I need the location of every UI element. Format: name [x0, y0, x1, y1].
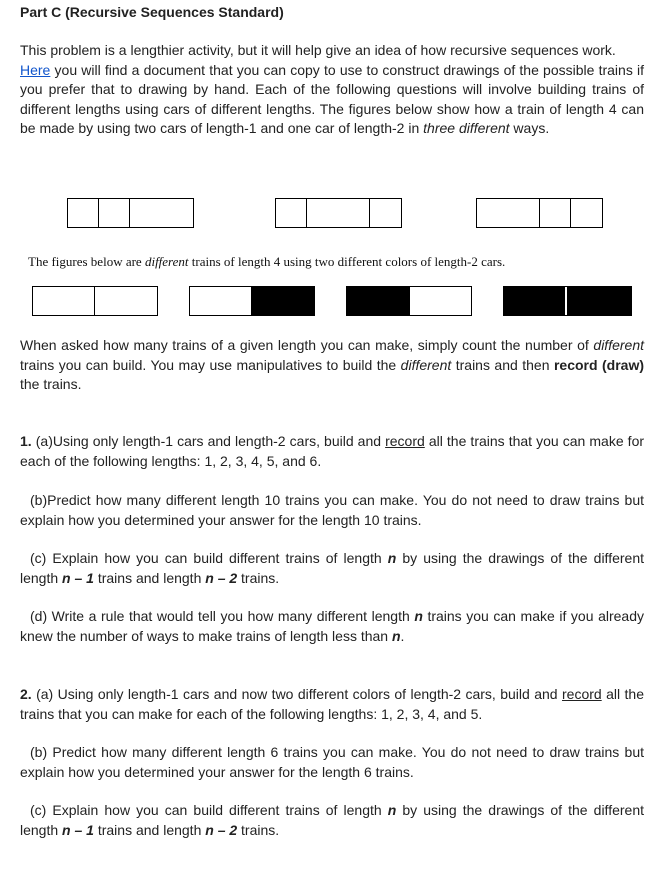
q1-d-text-2: trains you can make if you already knew the number of ways to make trains of length less than [20, 608, 644, 644]
q1-c-n-minus-1: n – 1 [62, 569, 94, 586]
car-length-1 [99, 199, 130, 227]
train-figure-2-1-1 [476, 198, 603, 228]
intro-paragraph [20, 41, 644, 139]
car-length-2 [130, 199, 193, 227]
q2-c-text-2: by using the drawings of the different length [20, 802, 644, 838]
q2-c-n-minus-1: n – 1 [62, 821, 94, 838]
q1-a-record: record [385, 433, 425, 449]
car-white [33, 287, 95, 315]
train-figure-1-1-2 [67, 198, 194, 228]
intro-text-2: you will find a document that you can copy to use to construct drawings of the possible trains if you prefer that to drawing by hand. Each of the following questions will involve building trains of different lengths using cars of different lengths. The figures below show how a train of length 4 can be made by using two cars of length-1 and one car of length-2 in [20, 61, 644, 136]
q2-c-text-3: trains and length [93, 821, 206, 838]
car-length-1 [540, 199, 571, 227]
train-figure-white-black [189, 286, 315, 316]
counting-text-4: the trains. [20, 376, 82, 392]
car-length-2 [477, 199, 540, 227]
counting-text-2: trains you can build. You may use manipulatives to build the [20, 356, 401, 373]
q2-a-text-1: (a) Using only length-1 cars and now two different colors of length-2 cars, build and [31, 686, 563, 702]
car-white [190, 287, 252, 315]
q2-a-record: record [562, 686, 602, 702]
caption-italic: different [144, 254, 189, 269]
q1-number: 1. [20, 433, 32, 449]
car-white [410, 287, 471, 315]
counting-italic-2: different [400, 356, 452, 373]
q1-c-text-3: trains and length [93, 569, 206, 586]
q1-c-n-minus-2: n – 2 [205, 569, 238, 586]
q2-c-text-1: (c) Explain how you can build different trains of length [30, 802, 388, 818]
counting-paragraph [20, 336, 644, 395]
q2-a-text-2: all the trains that you can make for each of the following lengths: 1, 2, 3, 4, and 5. [20, 686, 645, 722]
counting-bold: record (draw) [553, 356, 645, 373]
q1-c-n: n [387, 550, 397, 566]
q1-c-text-4: trains. [237, 569, 280, 586]
q2-a [20, 685, 644, 724]
car-length-1 [276, 199, 307, 227]
car-black [252, 287, 314, 315]
q2-c-n-minus-2: n – 2 [205, 821, 238, 838]
train-figure-1-2-1 [275, 198, 402, 228]
q2-b: (b) Predict how many different length 6 trains you can make. You do not need to draw trains but explain how you determined your answer for the length 6 trains. [20, 744, 644, 780]
q1-d-text-3: . [400, 627, 405, 644]
caption-text-1: The figures below are [28, 254, 145, 269]
q1-c-text-1: (c) Explain how you can build different trains of length [30, 550, 388, 566]
q1-c [20, 549, 644, 588]
train-figure-black-black [503, 286, 632, 316]
q1-a [20, 432, 644, 471]
train-figure-black-white [346, 286, 472, 316]
caption-text-2: trains of length 4 using two different colors of length-2 cars. [188, 254, 506, 269]
q2-c-n: n [387, 802, 397, 818]
car-white [95, 287, 157, 315]
counting-italic-1: different [593, 337, 644, 353]
q1-d [20, 607, 644, 646]
car-length-2 [307, 199, 370, 227]
intro-text-3: ways. [509, 120, 550, 136]
q1-d-n: n [414, 608, 423, 624]
counting-text-3: trains and then [451, 356, 554, 373]
part-title: Part C (Recursive Sequences Standard) [20, 4, 284, 20]
car-black [347, 287, 410, 315]
intro-italic: three different [423, 120, 510, 136]
car-black [504, 287, 567, 315]
q1-d-n-2: n [391, 627, 401, 644]
q2-c-text-4: trains. [237, 821, 280, 838]
q1-c-text-2: by using the drawings of the different length [20, 550, 644, 586]
car-length-1 [370, 199, 401, 227]
q1-b: (b)Predict how many different length 10 trains you can make. You do not need to draw trains but explain how you determined your answer for the length 10 trains. [20, 492, 644, 528]
q1-d-text-1: (d) Write a rule that would tell you how many different length [30, 608, 415, 624]
intro-text-1: This problem is a lengthier activity, but it will help give an idea of how recursive sequences work. [20, 42, 616, 58]
q2-c [20, 801, 644, 840]
q1-a-text-2: all the trains that you can make for each of the following lengths: 1, 2, 3, 4, 5, and 6. [20, 433, 645, 469]
car-length-1 [68, 199, 99, 227]
car-length-1 [571, 199, 602, 227]
q1-a-text-1: (a)Using only length-1 cars and length-2 cars, build and [31, 433, 386, 449]
counting-text-1: When asked how many trains of a given length you can make, simply count the number of [20, 337, 594, 353]
car-black [567, 287, 631, 315]
figure-caption [28, 254, 505, 270]
here-link[interactable]: Here [20, 61, 51, 78]
q2-number: 2. [20, 686, 32, 702]
train-figure-white-white [32, 286, 158, 316]
